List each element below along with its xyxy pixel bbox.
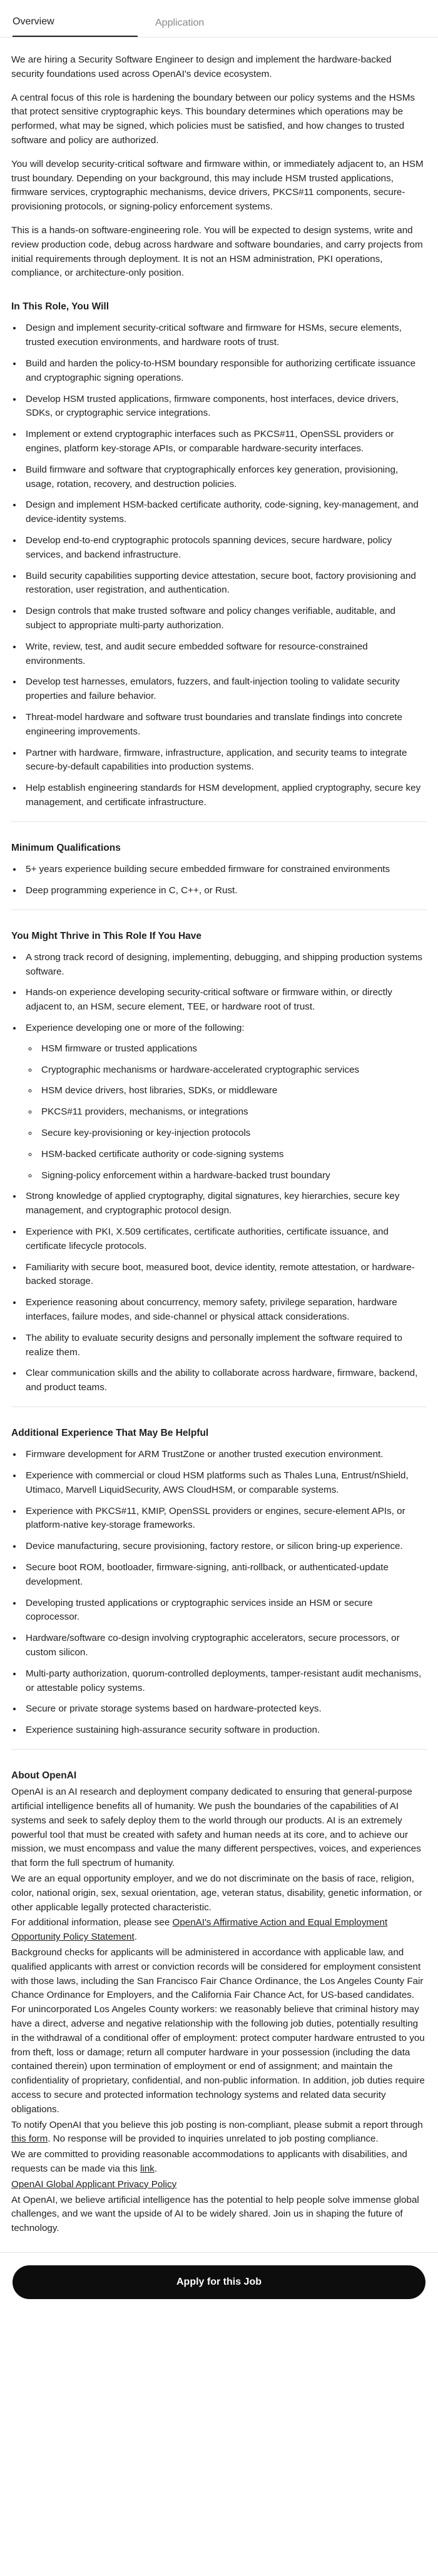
compliance-text-end: . No response will be provided to inquiries unrelated to job posting compliance. bbox=[48, 2133, 379, 2145]
policy-text: For additional information, please see bbox=[11, 1917, 173, 1928]
additional-list-item: • Multi-party authorization, quorum-controlled deployments, tamper-resistant audit mechanisms, or attestable policy systems. bbox=[23, 1667, 427, 1696]
thrive-list-continued bbox=[11, 1190, 427, 1395]
additional-list bbox=[11, 1448, 427, 1738]
thrive-sub-list-item: ◦ Cryptographic mechanisms or hardware-accelerated cryptographic services bbox=[38, 1063, 427, 1078]
intro-paragraph: A central focus of this role is hardening the boundary between our policy systems and the HSMs that protect sensitive cryptographic keys. This boundary determines which operations may be performed, what may be signed, which policies must be satisfied, and how changes to trusted software and policy are authorized. bbox=[11, 92, 415, 146]
section-heading-minimum: Minimum Qualifications bbox=[11, 842, 121, 853]
thrive-sub-list bbox=[26, 1042, 427, 1183]
role-list-item: • Threat-model hardware and software trust boundaries and translate findings into concrete engineering improvements. bbox=[23, 711, 427, 739]
role-list-item: • Develop test harnesses, emulators, fuzzers, and fault-injection tooling to validate security properties and failure behavior. bbox=[23, 675, 427, 704]
thrive-list-item: • Experience with PKI, X.509 certificates, certificate authorities, certificate issuance, and certificate lifecycle protocols. bbox=[23, 1225, 427, 1254]
accommodation-text: We are committed to providing reasonable accommodations to applicants with disabilities, and requests can be made via this bbox=[11, 2149, 407, 2174]
role-list-item: • Develop end-to-end cryptographic protocols spanning devices, secure hardware, policy services, and backend infrastructure. bbox=[23, 534, 427, 563]
tab-overview[interactable]: Overview bbox=[13, 7, 138, 37]
role-list-item: • Partner with hardware, firmware, infrastructure, application, and security teams to integrate secure-by-default capabilities into production systems. bbox=[23, 746, 427, 775]
thrive-list-item: • Strong knowledge of applied cryptography, digital signatures, key hierarchies, secure key management, and cryptographic protocol design. bbox=[23, 1190, 427, 1218]
thrive-list-item: • Experience reasoning about concurrency, memory safety, privilege separation, hardware interfaces, failure modes, and side-channel or physical attack considerations. bbox=[23, 1296, 427, 1325]
additional-list-item: • Experience sustaining high-assurance security software in production. bbox=[23, 1723, 427, 1738]
additional-list-item: • Experience with PKCS#11, KMIP, OpenSSL providers or engines, secure-element APIs, or platform-native key-storage frameworks. bbox=[23, 1505, 427, 1533]
tab-application[interactable]: Application bbox=[155, 18, 205, 28]
privacy-paragraph bbox=[11, 2178, 427, 2192]
section-divider bbox=[11, 821, 427, 822]
accommodation-link[interactable]: link bbox=[140, 2163, 155, 2174]
accommodation-paragraph bbox=[11, 2148, 427, 2177]
policy-paragraph bbox=[11, 1916, 427, 1945]
role-list bbox=[11, 321, 427, 809]
role-list-item: • Build and harden the policy-to-HSM boundary responsible for authorizing certificate issuance and cryptographic signing operations. bbox=[23, 357, 427, 386]
section-heading-about: About OpenAI bbox=[11, 1770, 77, 1781]
thrive-list-item-text: Experience developing one or more of the following: bbox=[26, 1023, 245, 1033]
compliance-text: To notify OpenAI that you believe this job posting is non-compliant, please submit a report through bbox=[11, 2119, 423, 2130]
role-list-item: • Design and implement security-critical software and firmware for HSMs, secure elements, trusted execution environments, and hardware roots of trust. bbox=[23, 321, 427, 350]
thrive-list bbox=[11, 951, 427, 1183]
background-check-paragraph: Background checks for applicants will be administered in accordance with applicable law, and qualified applicants with arrest or conviction records will be considered for employment consistent with those laws, including the San Francisco Fair Chance Ordinance, the Los Angeles County Fair Chance Ordinance for Employers, and the California Fair Chance Act, for US-based candidates. For unincorporated Los Angeles County workers: we reasonably believe that criminal history may have a direct, adverse and negative relationship with the following job duties, potentially resulting in the withdrawal of a conditional offer of employment: protect computer hardware entrusted to you from theft, loss or damage; return all computer hardware in your possession (including the data contained therein) upon termination of employment or end of assignment; and maintain the confidentiality of proprietary, confidential, and non-public information. In addition, job duties require access to secure and protected information technology systems and related data security obligations. bbox=[11, 1947, 425, 2115]
thrive-sub-list-item: ◦ Secure key-provisioning or key-injection protocols bbox=[38, 1126, 427, 1141]
thrive-list-item bbox=[23, 1021, 427, 1183]
thrive-list-item: • Familiarity with secure boot, measured boot, device identity, remote attestation, or hardware-backed storage. bbox=[23, 1261, 427, 1290]
additional-list-item: • Secure or private storage systems based on hardware-protected keys. bbox=[23, 1702, 427, 1716]
role-list-item: • Build security capabilities supporting device attestation, secure boot, factory provisioning and restoration, user registration, and authentication. bbox=[23, 569, 427, 598]
report-form-link[interactable]: this form bbox=[11, 2133, 48, 2145]
role-list-item: • Implement or extend cryptographic interfaces such as PKCS#11, OpenSSL providers or engines, platform key-storage APIs, or comparable hardware-security interfaces. bbox=[23, 428, 427, 456]
section-heading-role: In This Role, You Will bbox=[11, 301, 109, 313]
section-divider bbox=[11, 1749, 427, 1750]
role-list-item: • Design and implement HSM-backed certificate authority, code-signing, key-management, and device-identity systems. bbox=[23, 498, 427, 527]
role-list-item: • Design controls that make trusted software and policy changes verifiable, auditable, and subject to appropriate multi-party authorization. bbox=[23, 604, 427, 633]
role-list-item: • Help establish engineering standards for HSM development, applied cryptography, secure key management, and certificate infrastructure. bbox=[23, 781, 427, 810]
policy-text-end: . bbox=[134, 1932, 137, 1943]
additional-list-item: • Developing trusted applications or cryptographic services inside an HSM or secure coprocessor. bbox=[23, 1596, 427, 1625]
intro-paragraph: This is a hands-on software-engineering role. You will be expected to design systems, write and review production code, debug across hardware and software boundaries, and carry projects from initial requirements through deployment. It is not an HSM administration, PKI operations, compliance, or architecture-only position. bbox=[11, 224, 423, 279]
privacy-policy-link[interactable]: OpenAI Global Applicant Privacy Policy bbox=[11, 2178, 177, 2190]
thrive-sub-list-item: ◦ HSM device drivers, host libraries, SDKs, or middleware bbox=[38, 1084, 427, 1098]
compliance-paragraph bbox=[11, 2118, 427, 2147]
intro-paragraph: You will develop security-critical software and firmware within, or immediately adjacent to, an HSM trust boundary. Depending on your background, this may include HSM trusted applications, firmware services, cryptographic mechanisms, device drivers, PKCS#11 components, secure-provisioning protocols, or signing-policy enforcement systems. bbox=[11, 158, 424, 213]
thrive-sub-list-item: ◦ HSM-backed certificate authority or code-signing systems bbox=[38, 1148, 427, 1162]
role-list-item: • Develop HSM trusted applications, firmware components, host interfaces, device drivers, SDKs, or cryptographic service integrations. bbox=[23, 393, 427, 421]
thrive-list-item: • Hands-on experience developing security-critical software or firmware within, or directly adjacent to, an HSM, secure element, TEE, or hardware root of trust. bbox=[23, 986, 427, 1015]
minimum-list-item: • Deep programming experience in C, C++, or Rust. bbox=[23, 884, 427, 898]
thrive-list-item: • The ability to evaluate security designs and personally implement the software required to realize them. bbox=[23, 1331, 427, 1360]
minimum-list-item: • 5+ years experience building secure embedded firmware for constrained environments bbox=[23, 863, 427, 877]
apply-footer bbox=[0, 2252, 438, 2315]
thrive-list-item: • Clear communication skills and the ability to collaborate across hardware, firmware, backend, and product teams. bbox=[23, 1366, 427, 1395]
intro-paragraph: We are hiring a Security Software Engineer to design and implement the hardware-backed security foundations used across OpenAI's device ecosystem. bbox=[11, 54, 392, 79]
section-heading-additional: Additional Experience That May Be Helpful bbox=[11, 1427, 209, 1438]
tab-bar bbox=[0, 0, 438, 38]
eeo-paragraph: We are an equal opportunity employer, and we do not discriminate on the basis of race, religion, color, national origin, sex, sexual orientation, age, veteran status, disability, genetic information, or other applicable legally protected characteristic. bbox=[11, 1873, 422, 1913]
section-heading-thrive: You Might Thrive in This Role If You Have bbox=[11, 930, 201, 941]
minimum-list bbox=[11, 863, 427, 898]
additional-list-item: • Secure boot ROM, bootloader, firmware-signing, anti-rollback, or authenticated-update development. bbox=[23, 1561, 427, 1590]
closing-paragraph: At OpenAI, we believe artificial intelligence has the potential to help people solve immense global challenges, and we want the upside of AI to be widely shared. Join us in shaping the future of technology. bbox=[11, 2194, 419, 2234]
role-list-item: • Write, review, test, and audit secure embedded software for resource-constrained environments. bbox=[23, 640, 427, 669]
eeo-policy-link[interactable]: OpenAI's Affirmative Action and Equal Employment Opportunity Policy Statement bbox=[11, 1917, 388, 1943]
role-list-item: • Build firmware and software that cryptographically enforces key generation, provisioning, usage, rotation, recovery, and destruction policies. bbox=[23, 463, 427, 492]
additional-list-item: • Experience with commercial or cloud HSM platforms such as Thales Luna, Entrust/nShield, Utimaco, Marvell LiquidSecurity, AWS CloudHSM, or comparable systems. bbox=[23, 1469, 427, 1498]
thrive-sub-list-item: ◦ PKCS#11 providers, mechanisms, or integrations bbox=[38, 1105, 427, 1120]
thrive-list-item: • A strong track record of designing, implementing, debugging, and shipping production systems software. bbox=[23, 951, 427, 980]
job-description bbox=[0, 38, 438, 2243]
additional-list-item: • Firmware development for ARM TrustZone or another trusted execution environment. bbox=[23, 1448, 427, 1462]
thrive-sub-list-item: ◦ HSM firmware or trusted applications bbox=[38, 1042, 427, 1056]
section-divider bbox=[11, 1406, 427, 1407]
apply-button[interactable]: Apply for this Job bbox=[13, 2265, 425, 2299]
additional-list-item: • Hardware/software co-design involving cryptographic accelerators, secure processors, or custom silicon. bbox=[23, 1631, 427, 1660]
additional-list-item: • Device manufacturing, secure provisioning, factory restore, or silicon bring-up experience. bbox=[23, 1540, 427, 1554]
thrive-sub-list-item: ◦ Signing-policy enforcement within a hardware-backed trust boundary bbox=[38, 1169, 427, 1183]
about-paragraph: OpenAI is an AI research and deployment company dedicated to ensuring that general-purpose artificial intelligence benefits all of humanity. We push the boundaries of the capabilities of AI systems and seek to safely deploy them to the world through our products. AI is an extremely powerful tool that must be created with safety and human needs at its core, and to achieve our mission, we must encompass and value the many different perspectives, voices, and experiences that form the full spectrum of humanity. bbox=[11, 1787, 421, 1869]
accommodation-text-end: . bbox=[154, 2163, 158, 2174]
